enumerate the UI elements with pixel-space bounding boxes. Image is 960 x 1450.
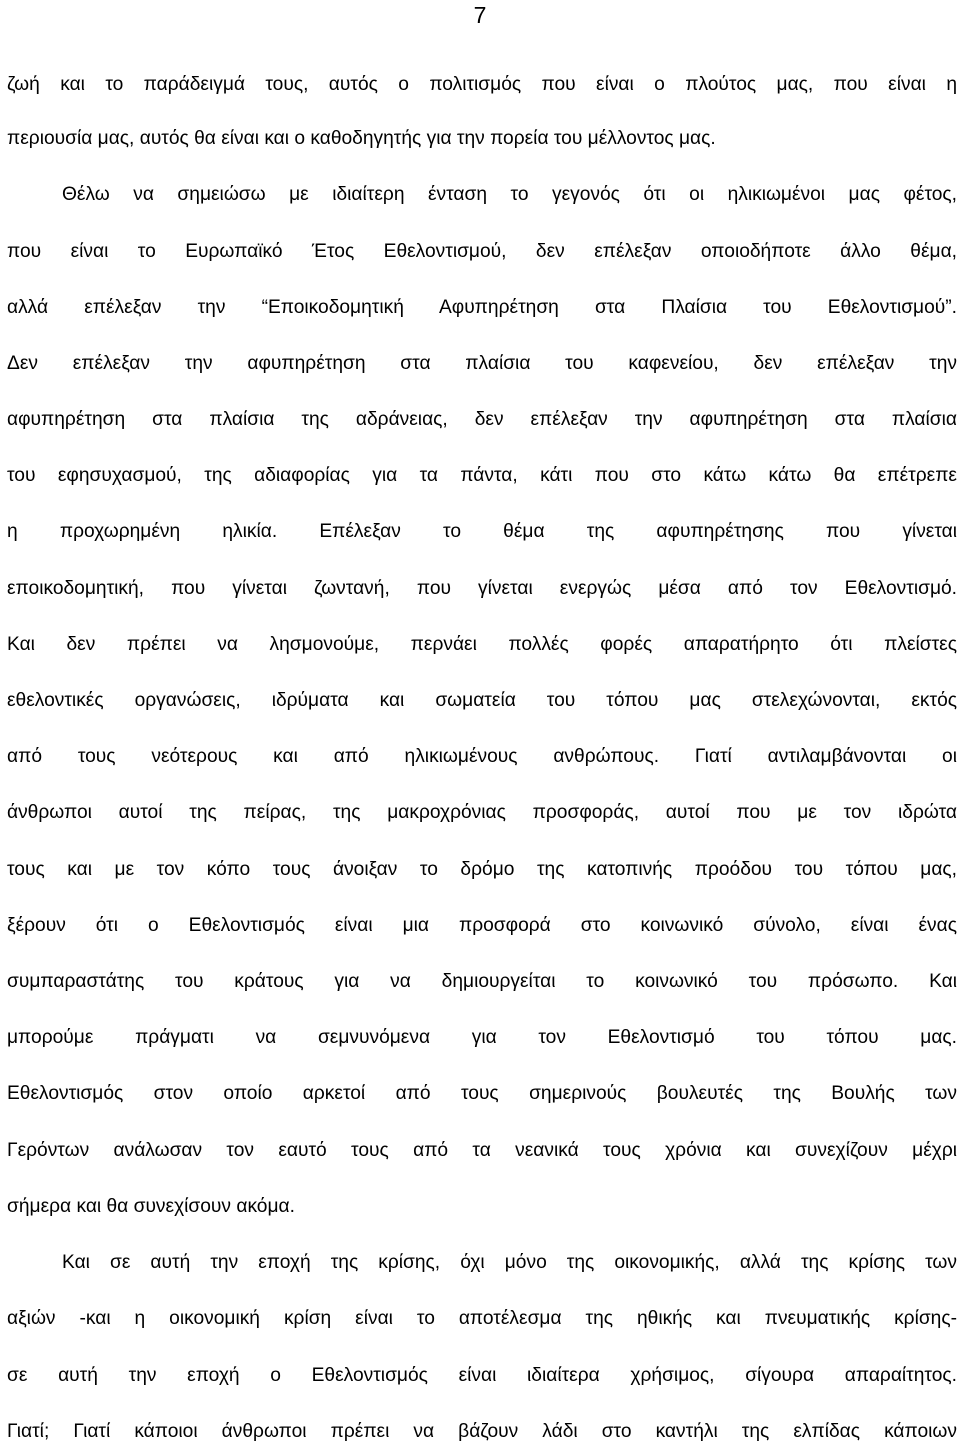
text-line: Και σε αυτή την εποχή της κρίσης, όχι μόνο της οικονομικής, αλλά της κρίσης των	[62, 1252, 957, 1273]
text-line: Δεν επέλεξαν την αφυπηρέτηση στα πλαίσια του καφενείου, δεν επέλεξαν την	[7, 353, 957, 374]
text-line: Και δεν πρέπει να λησμονούμε, περνάει πολλές φορές απαρατήρητο ότι πλείστες	[7, 634, 957, 655]
text-line: Γιατί; Γιατί κάποιοι άνθρωποι πρέπει να βάζουν λάδι στο καντήλι της ελπίδας κάποιων	[7, 1421, 957, 1442]
text-line: σε αυτή την εποχή ο Εθελοντισμός είναι ιδιαίτερα χρήσιμος, σίγουρα απαραίτητος.	[7, 1365, 957, 1386]
text-line: ξέρουν ότι ο Εθελοντισμός είναι μια προσφορά στο κοινωνικό σύνολο, είναι ένας	[7, 915, 957, 936]
text-line: εποικοδομητική, που γίνεται ζωντανή, που γίνεται ενεργώς μέσα από τον Εθελοντισμό.	[7, 578, 957, 599]
text-line: μπορούμε πράγματι να σεμνυνόμενα για τον Εθελοντισμό του τόπου μας.	[7, 1027, 957, 1048]
text-line: αφυπηρέτηση στα πλαίσια της αδράνειας, δεν επέλεξαν την αφυπηρέτηση στα πλαίσια	[7, 409, 957, 430]
text-line: Εθελοντισμός στον οποίο αρκετοί από τους σημερινούς βουλευτές της Βουλής των	[7, 1083, 957, 1104]
page-number: 7	[473, 2, 487, 28]
text-line: του εφησυχασμού, της αδιαφορίας για τα πάντα, κάτι που στο κάτω κάτω θα επέτρεπε	[7, 465, 957, 486]
text-line: άνθρωποι αυτοί της πείρας, της μακροχρόνιας προσφοράς, αυτοί που με τον ιδρώτα	[7, 802, 957, 823]
text-line: ζωή και το παράδειγμά τους, αυτός ο πολιτισμός που είναι ο πλούτος μας, που είναι η	[7, 74, 957, 95]
text-line: αξιών -και η οικονομική κρίση είναι το αποτέλεσμα της ηθικής και πνευματικής κρίσης-	[7, 1308, 957, 1329]
text-line: από τους νεότερους και από ηλικιωμένους ανθρώπους. Γιατί αντιλαμβάνονται οι	[7, 746, 957, 767]
text-line: αλλά επέλεξαν την “Εποικοδομητική Αφυπηρέτηση στα Πλαίσια του Εθελοντισμού”.	[7, 297, 957, 318]
text-line: Γερόντων ανάλωσαν τον εαυτό τους από τα νεανικά τους χρόνια και συνεχίζουν μέχρι	[7, 1140, 957, 1161]
text-line: εθελοντικές οργανώσεις, ιδρύματα και σωματεία του τόπου μας στελεχώνονται, εκτός	[7, 690, 957, 711]
text-line: τους και με τον κόπο τους άνοιξαν το δρόμο της κατοπινής προόδου του τόπου μας,	[7, 859, 957, 880]
text-line: Θέλω να σημειώσω με ιδιαίτερη ένταση το γεγονός ότι οι ηλικιωμένοι μας φέτος,	[62, 184, 957, 205]
text-line: περιουσία μας, αυτός θα είναι και ο καθοδηγητής για την πορεία του μέλλοντος μας.	[7, 128, 716, 149]
text-line: η προχωρημένη ηλικία. Επέλεξαν το θέμα της αφυπηρέτησης που γίνεται	[7, 521, 957, 542]
text-line: που είναι το Ευρωπαϊκό Έτος Εθελοντισμού, δεν επέλεξαν οποιοδήποτε άλλο θέμα,	[7, 241, 957, 262]
text-line: συμπαραστάτης του κράτους για να δημιουργείται το κοινωνικό του πρόσωπο. Και	[7, 971, 957, 992]
text-line: σήμερα και θα συνεχίσουν ακόμα.	[7, 1196, 295, 1217]
